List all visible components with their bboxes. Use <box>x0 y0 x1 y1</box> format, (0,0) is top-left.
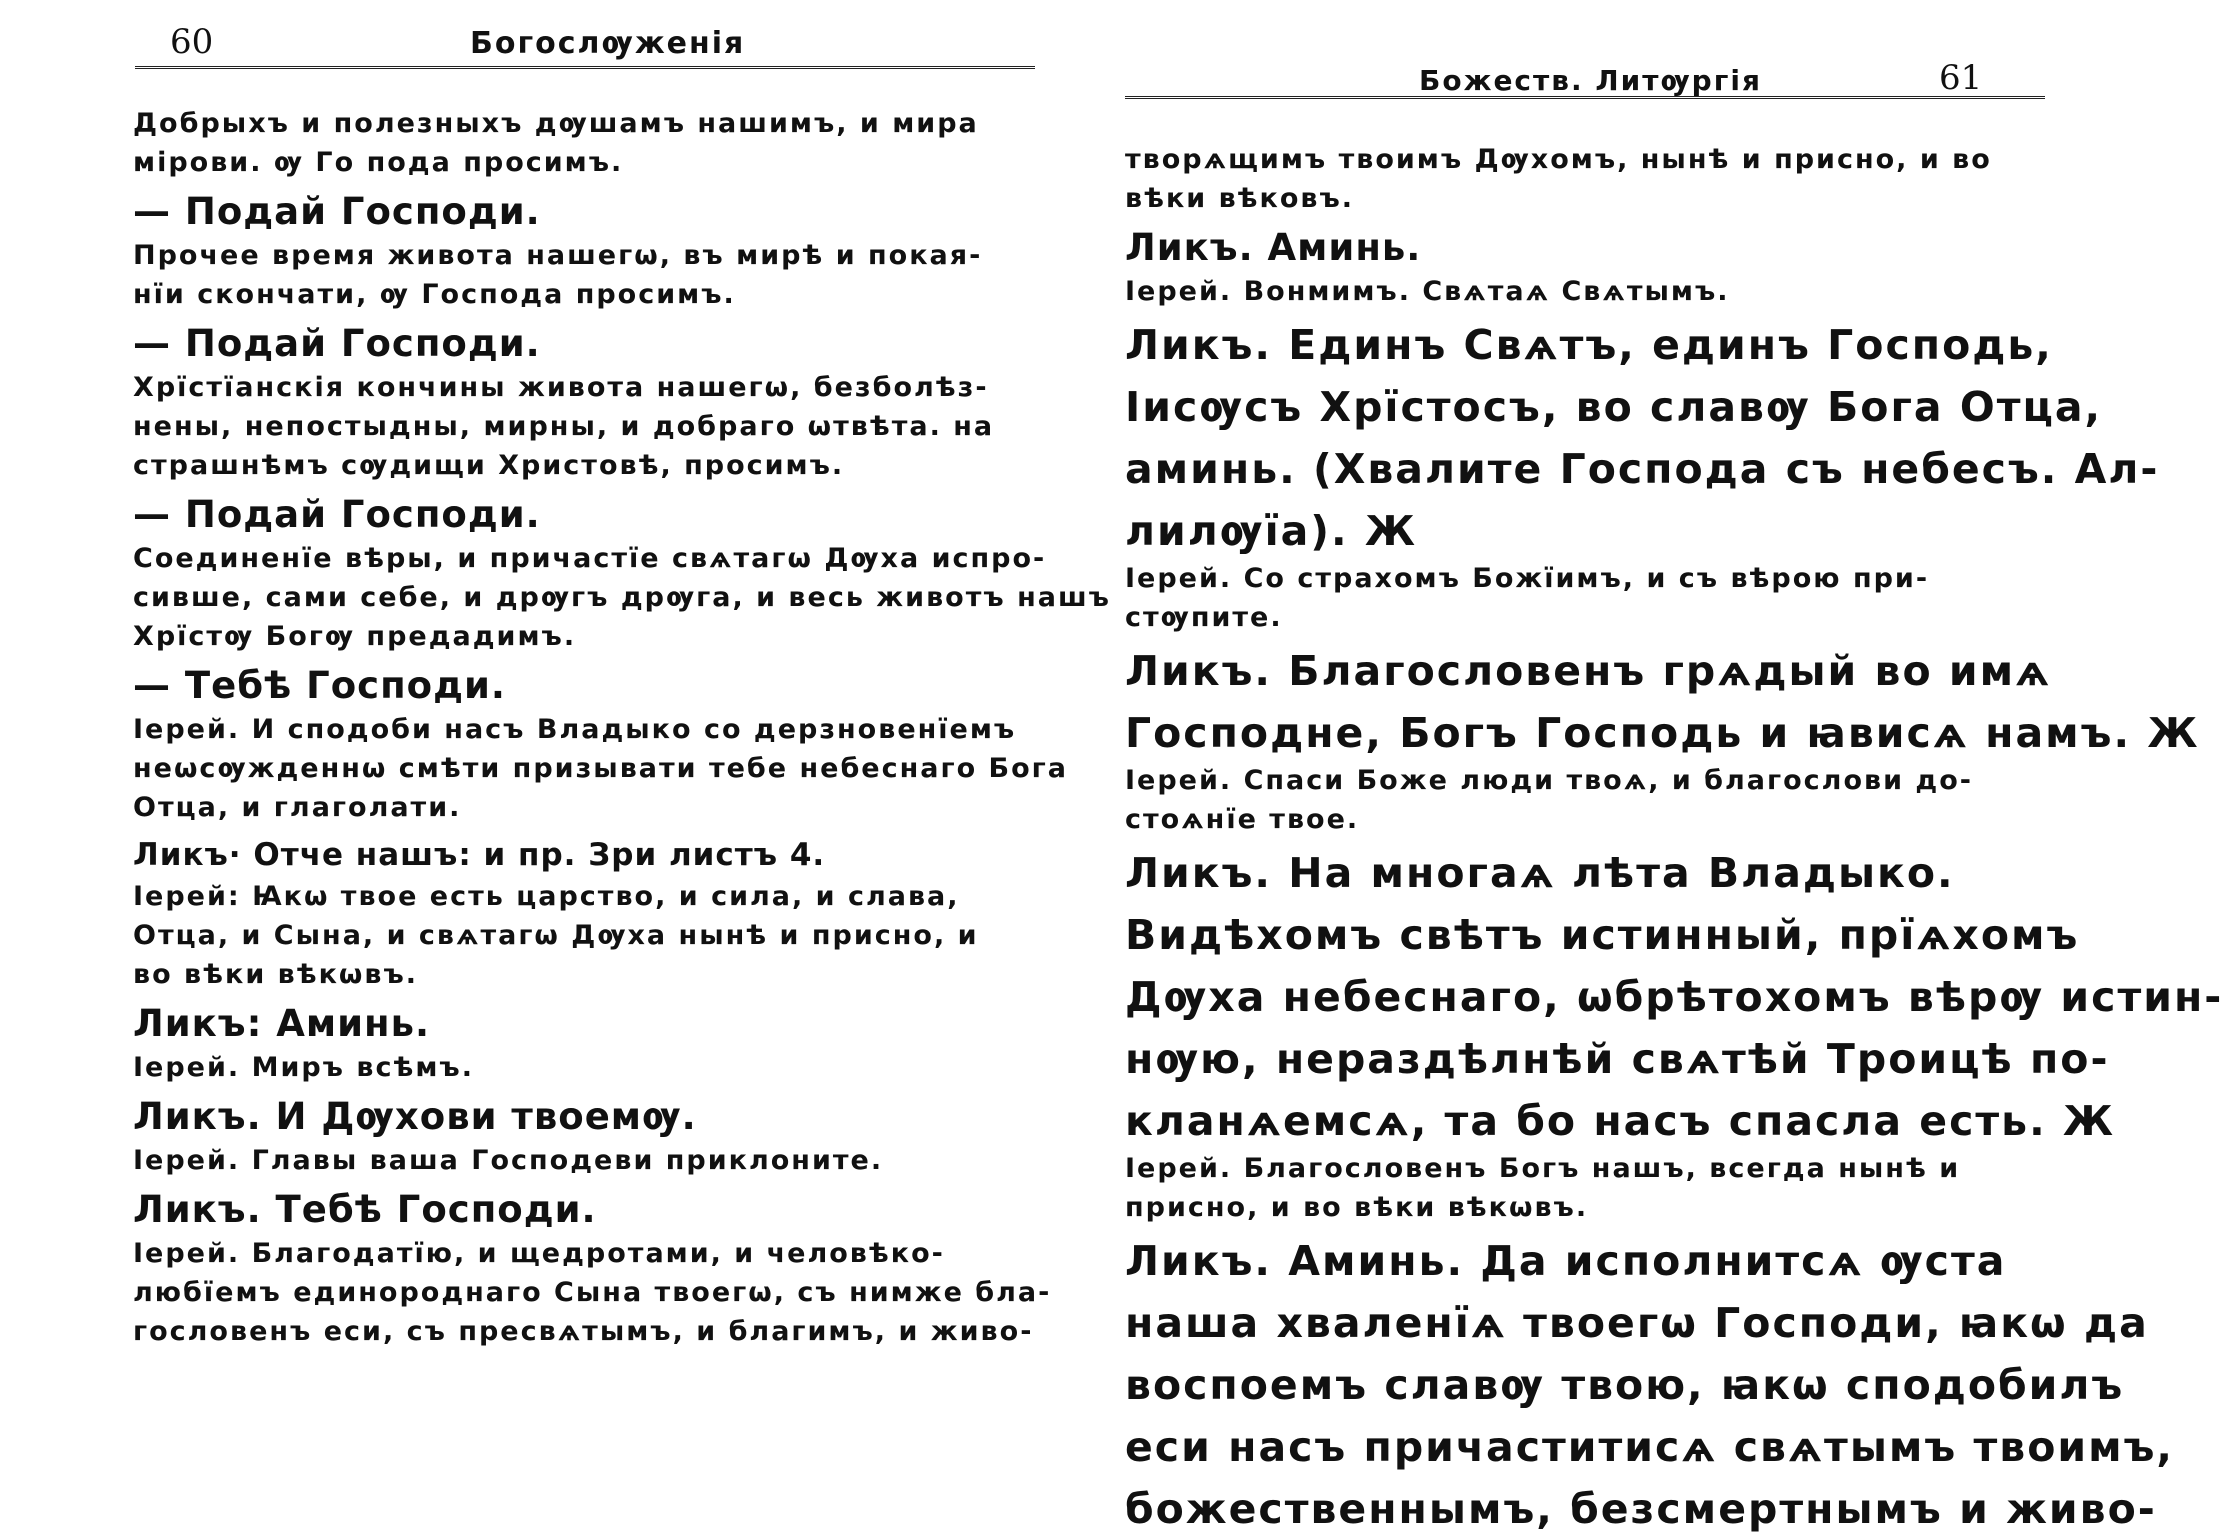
text-line: нены, непостыдны, мирны, и добраго ѡтвѣта. на <box>133 411 995 442</box>
response-line: Господне, Богъ Господь и ꙗвисѧ намъ. Ж <box>1125 709 2200 757</box>
response-line: нѹю, нераздѣлнѣй свѧтѣй Троицѣ по- <box>1125 1035 2110 1083</box>
text-line: Іерей. Главы ваша Господеви приклоните. <box>133 1145 884 1176</box>
response-line: аминь. (Хвалите Господа съ небесъ. Ал- <box>1125 445 2160 493</box>
text-line: страшнѣмъ сѹдищи Христовѣ, просимъ. <box>133 450 845 481</box>
text-line: сивше, сами себе, и дрѹгъ дрѹга, и весь животъ нашъ <box>133 582 1111 613</box>
text-line: любїемъ единороднаго Сына твоегѡ, съ нимже бла- <box>133 1277 1052 1308</box>
text-line: неѡсѹжденнѡ смѣти призывати тебе небеснаго Бога <box>133 753 1069 784</box>
text-line: творѧщимъ твоимъ Дѹхомъ, нынѣ и присно, и во <box>1125 144 1992 175</box>
text-line: Іерей. Миръ всѣмъ. <box>133 1052 474 1083</box>
text-line: нїи скончати, ѹ Господа просимъ. <box>133 279 736 310</box>
response-line: Ликъ. Тебѣ Господи. <box>133 1188 597 1231</box>
text-line: Соединенїе вѣры, и причастїе свѧтагѡ Дѹха испро- <box>133 543 1047 574</box>
response-line: Ликъ. Аминь. Да исполнитсѧ ѹста <box>1125 1237 2007 1285</box>
response-line: наша хваленїѧ твоегѡ Господи, ꙗкѡ да <box>1125 1299 2149 1347</box>
response-line: Ликъ. Единъ Свѧтъ, единъ Господь, <box>1125 321 2053 369</box>
text-line: Іерей. И сподоби насъ Владыко со дерзновенїемъ <box>133 714 1017 745</box>
text-line: Прочее время живота нашегѡ, въ мирѣ и покая- <box>133 240 983 271</box>
page-number: 60 <box>170 22 214 62</box>
response-line: Ликъ· Отче нашъ: и пр. Зри листъ 4. <box>133 837 826 873</box>
response-line: — Подай Господи. <box>133 190 541 233</box>
text-line: стѹпите. <box>1125 602 1283 633</box>
text-line: Іерей. Благодатїю, и щедротами, и человѣко- <box>133 1238 945 1269</box>
response-line: Ликъ. Благословенъ грѧдый во имѧ <box>1125 647 2052 695</box>
text-line: Іерей: Ꙗкѡ твое есть царство, и сила, и слава, <box>133 881 960 912</box>
text-line: Іерей. Вонмимъ. Свѧтаѧ Свѧтымъ. <box>1125 276 1730 307</box>
text-line: Отца, и глаголати. <box>133 792 462 823</box>
response-line: — Тебѣ Господи. <box>133 664 506 707</box>
right-page-text <box>1125 140 2223 1537</box>
text-line: Іерей. Со страхомъ Божїимъ, и съ вѣрою при- <box>1125 563 1930 594</box>
header-rule <box>135 66 1035 69</box>
page-number: 61 <box>1939 58 1983 98</box>
response-line: Ликъ. Аминь. <box>1125 226 1422 269</box>
text-line: во вѣки вѣкѡвъ. <box>133 959 419 990</box>
text-line: Хрїстѹ Богѹ предадимъ. <box>133 621 577 652</box>
response-line: воспоемъ славѹ твою, ꙗкѡ сподобилъ <box>1125 1361 2125 1409</box>
response-line: — Подай Господи. <box>133 322 541 365</box>
response-line: Іисѹсъ Хрїстосъ, во славѹ Бога Отца, <box>1125 383 2103 431</box>
text-line: мірови. ѹ Го пода просимъ. <box>133 147 624 178</box>
response-line: еси насъ причаститисѧ свѧтымъ твоимъ, <box>1125 1423 2174 1471</box>
response-line: Ликъ: Аминь. <box>133 1002 431 1045</box>
text-line: стоѧнїе твое. <box>1125 804 1360 835</box>
response-line: божественнымъ, безсмертнымъ и живо- <box>1125 1485 2157 1533</box>
running-head: Богослѹженія <box>470 26 746 61</box>
response-line: Ликъ. И Дѹхови твоемѹ. <box>133 1095 697 1138</box>
response-line: Видѣхомъ свѣтъ истинный, прїѧхомъ <box>1125 911 2080 959</box>
text-line: Добрыхъ и полезныхъ дѹшамъ нашимъ, и мира <box>133 108 979 139</box>
text-line: Іерей. Спаси Боже люди твоѧ, и благослови до- <box>1125 765 1973 796</box>
response-line: Дѹха небеснаго, ѡбрѣтохомъ вѣрѹ истин- <box>1125 973 2223 1021</box>
response-line: — Подай Господи. <box>133 493 541 536</box>
response-line: кланѧемсѧ, та бо насъ спасла есть. Ж <box>1125 1097 2116 1145</box>
response-line: Ликъ. На многаѧ лѣта Владыко. <box>1125 849 1955 897</box>
text-line: гословенъ еси, съ пресвѧтымъ, и благимъ, и живо- <box>133 1316 1034 1347</box>
response-line: лилѹїа). Ж <box>1125 507 1418 555</box>
text-line: Отца, и Сына, и свѧтагѡ Дѹха нынѣ и присно, и <box>133 920 979 951</box>
text-line: вѣки вѣковъ. <box>1125 183 1355 214</box>
text-line: Хрїстїанскія кончины живота нашегѡ, безболѣз- <box>133 372 989 403</box>
text-line: присно, и во вѣки вѣкѡвъ. <box>1125 1192 1589 1223</box>
running-head: Божеств. Литѹргія <box>1419 64 1762 97</box>
text-line: Іерей. Благословенъ Богъ нашъ, всегда нынѣ и <box>1125 1153 1961 1184</box>
left-page-text <box>133 104 1111 1351</box>
